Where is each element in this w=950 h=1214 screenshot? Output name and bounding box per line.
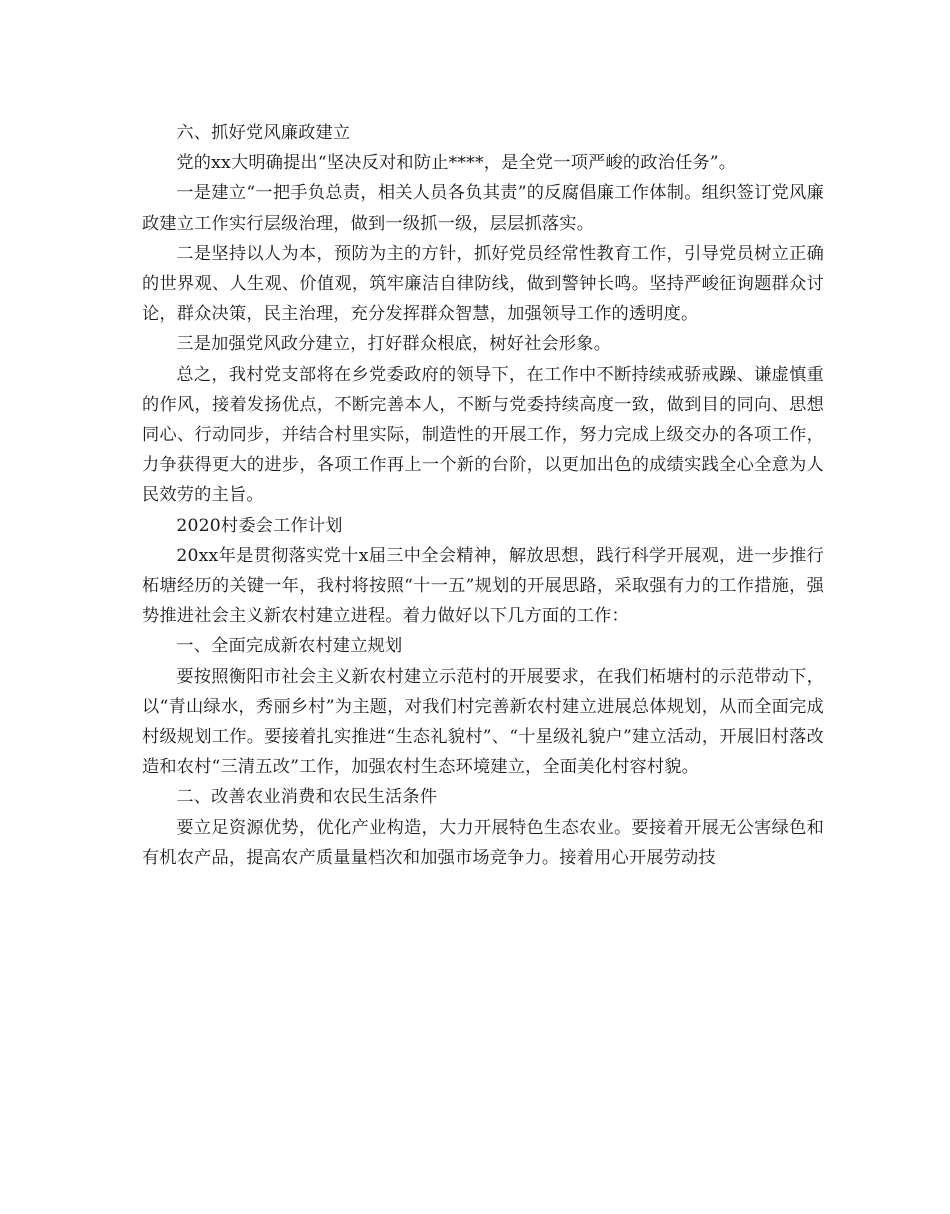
paragraph: 一是建立“一把手负总责，相关人员各负其责”的反腐倡廉工作体制。组织签订党风廉政建立工作实行层级治理，做到一级抓一级，层层抓落实。 xyxy=(142,183,824,234)
document-title-2020-plan: 2020村委会工作计划 xyxy=(176,515,343,536)
paragraph: 20xx年是贯彻落实党十x届三中全会精神，解放思想，践行科学开展观，进一步推行柘塘经历的关键一年，我村将按照“十一五”规划的开展思路，采取强有力的工作措施，强势推进社会主义新农村建立进程。着力做好以下几方面的工作： xyxy=(142,545,824,627)
paragraph: 要按照衡阳市社会主义新农村建立示范村的开展要求，在我们柘塘村的示范带动下，以“青山绿水，秀丽乡村”为主题，对我们村完善新农村建立进展总体规划，从而全面完成村级规划工作。要接着扎实推进“生态礼貌村”、“十星级礼貌户”建立活动，开展旧村落改造和农村“三清五改”工作，加强农村生态环境建立，全面美化村容村貌。 xyxy=(142,666,824,778)
document-body xyxy=(142,118,824,873)
paragraph: 总之，我村党支部将在乡党委政府的领导下，在工作中不断持续戒骄戒躁、谦虚慎重的作风，接着发扬优点，不断完善本人，不断与党委持续高度一致，做到目的同向、思想同心、行动同步，并结合村里实际，制造性的开展工作，努力完成上级交办的各项工作，力争获得更大的进步，各项工作再上一个新的台阶，以更加出色的成绩实践全心全意为人民效劳的主旨。 xyxy=(142,364,824,506)
paragraph: 二是坚持以人为本，预防为主的方针，抓好党员经常性教育工作，引导党员树立正确的世界观、人生观、价值观，筑牢廉洁自律防线，做到警钟长鸣。坚持严峻征询题群众讨论，群众决策，民主治理，充分发挥群众智慧，加强领导工作的透明度。 xyxy=(142,243,824,325)
paragraph: 三是加强党风政分建立，打好群众根底，树好社会形象。 xyxy=(176,334,612,355)
section-heading-party-conduct: 六、抓好党风廉政建立 xyxy=(176,123,351,143)
paragraph: 要立足资源优势，优化产业构造，大力开展特色生态农业。要接着开展无公害绿色和有机农产品，提高农产质量量档次和加强市场竞争力。接着用心开展劳动技 xyxy=(142,817,824,868)
section-heading-agriculture: 二、改善农业消费和农民生活条件 xyxy=(176,787,438,808)
section-heading-planning: 一、全面完成新农村建立规划 xyxy=(176,636,403,657)
paragraph: 党的xx大明确提出“坚决反对和防止****，是全党一项严峻的政治任务”。 xyxy=(176,153,737,174)
